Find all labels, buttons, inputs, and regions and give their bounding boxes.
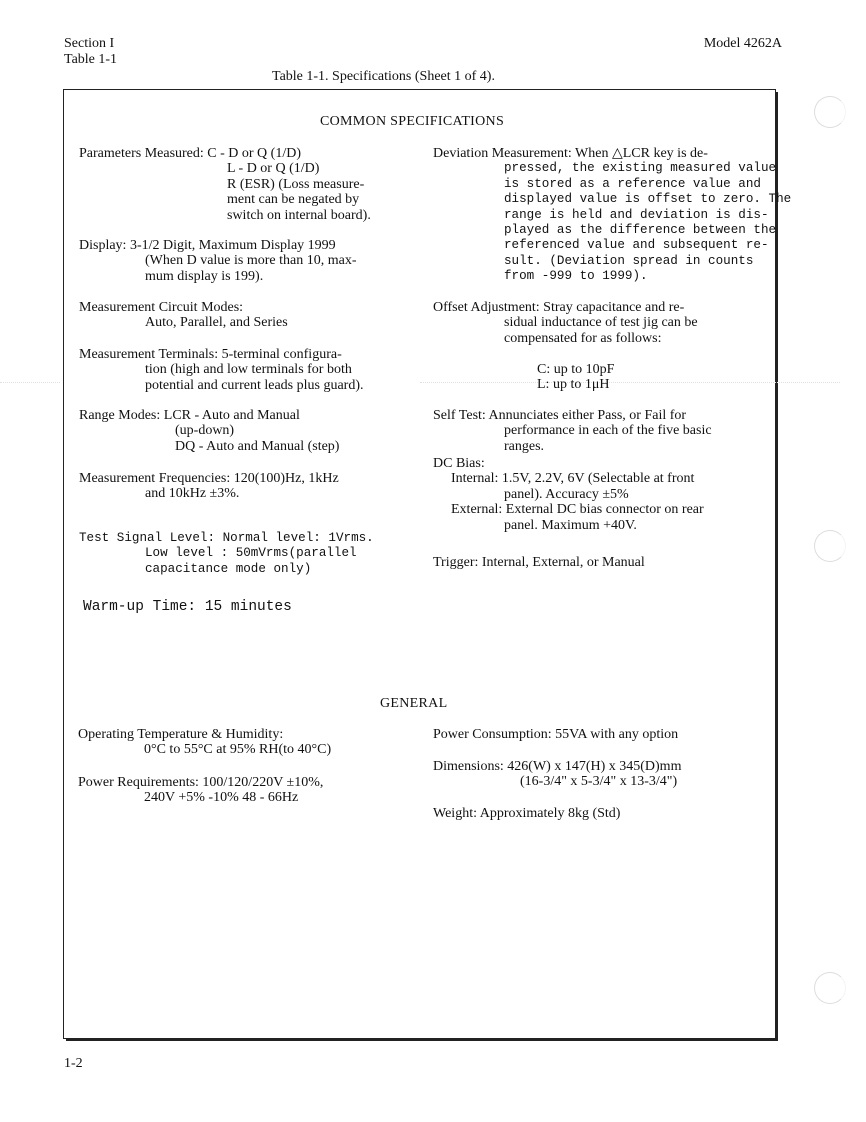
spec-line: DQ - Auto and Manual (step) — [175, 438, 340, 454]
spec-line: 240V +5% -10% 48 - 66Hz — [144, 790, 299, 806]
spec-line: Power Requirements: 100/120/220V ±10%, — [78, 775, 324, 790]
spec-line: Test Signal Level: Normal level: 1Vrms. — [79, 531, 374, 545]
common-specs-heading: COMMON SPECIFICATIONS — [320, 114, 505, 129]
model-label: Model 4262A — [703, 36, 782, 51]
scan-artifact — [0, 382, 60, 383]
offset-spec — [433, 300, 698, 346]
dimensions-spec — [433, 759, 681, 790]
dc-bias-spec — [433, 456, 704, 533]
spec-line: ment can be negated by — [227, 192, 360, 208]
power-consumption: Power Consumption: 55VA with any option — [433, 727, 679, 742]
power-requirements — [78, 775, 323, 806]
weight-spec: Weight: Approximately 8kg (Std) — [433, 806, 621, 821]
table-title: Table 1-1. Specifications (Sheet 1 of 4). — [272, 69, 495, 84]
spec-line: sult. (Deviation spread in counts — [504, 253, 754, 268]
spec-line: compensated for as follows: — [504, 330, 662, 346]
spec-line: Measurement Frequencies: 120(100)Hz, 1kHz — [79, 471, 339, 486]
spec-line: L - D or Q (1/D) — [227, 161, 320, 177]
spec-line: panel. Maximum +40V. — [504, 517, 637, 533]
scan-artifact — [420, 382, 840, 383]
spec-line: capacitance mode only) — [145, 561, 312, 576]
spec-line: Display: 3-1/2 Digit, Maximum Display 1999 — [79, 238, 336, 253]
spec-line: Range Modes: LCR - Auto and Manual — [79, 408, 300, 423]
spec-line: range is held and deviation is dis- — [504, 207, 769, 222]
display-spec — [79, 238, 357, 284]
spec-line: played as the difference between the — [504, 223, 777, 238]
spec-line: displayed value is offset to zero. The — [504, 192, 792, 207]
spec-line: (When D value is more than 10, max- — [145, 253, 357, 269]
spec-line: panel). Accuracy ±5% — [504, 486, 629, 502]
spec-line: Self Test: Annunciates either Pass, or Fail for — [433, 408, 687, 423]
spec-line: tion (high and low terminals for both — [145, 362, 352, 378]
spec-line: (16-3/4" x 5-3/4" x 13-3/4") — [520, 774, 678, 790]
spec-line: Parameters Measured: C - D or Q (1/D) — [79, 146, 301, 161]
spec-line: Offset Adjustment: Stray capacitance and re- — [433, 300, 685, 315]
spec-line: External: External DC bias connector on rear — [451, 502, 704, 518]
spec-line: referenced value and subsequent re- — [504, 238, 769, 253]
spec-line: performance in each of the five basic — [504, 423, 712, 439]
binder-hole-mark — [814, 96, 846, 128]
spec-line: Dimensions: 426(W) x 147(H) x 345(D)mm — [433, 759, 682, 774]
spec-line: Measurement Circuit Modes: — [79, 300, 244, 315]
spec-line: mum display is 199). — [145, 268, 264, 284]
spec-line: 0°C to 55°C at 95% RH(to 40°C) — [144, 742, 332, 758]
spec-line: Measurement Terminals: 5-terminal configura- — [79, 347, 342, 362]
page-number: 1-2 — [64, 1056, 83, 1071]
spec-line: C: up to 10pF — [537, 362, 615, 377]
general-heading: GENERAL — [380, 696, 448, 711]
trigger-spec: Trigger: Internal, External, or Manual — [433, 555, 645, 570]
spec-line: Auto, Parallel, and Series — [145, 315, 288, 331]
frequencies-spec — [79, 471, 339, 502]
terminals-spec — [79, 347, 363, 393]
table-ref-text: Table 1-1 — [64, 52, 118, 67]
binder-hole-mark — [814, 972, 846, 1004]
spec-line: R (ESR) (Loss measure- — [227, 176, 365, 192]
section-text: Section I — [64, 36, 115, 51]
spec-line: Internal: 1.5V, 2.2V, 6V (Selectable at front — [451, 471, 695, 487]
spec-line: is stored as a reference value and — [504, 176, 761, 191]
spec-line: pressed, the existing measured value — [504, 161, 777, 176]
operating-conditions — [78, 727, 331, 758]
test-signal-spec — [79, 531, 374, 577]
spec-line: and 10kHz ±3%. — [145, 486, 240, 502]
spec-line: Deviation Measurement: When △LCR key is de- — [433, 146, 708, 161]
self-test-spec — [433, 408, 712, 454]
spec-line: (up-down) — [175, 423, 235, 439]
spec-line: from -999 to 1999). — [504, 269, 648, 284]
circuit-modes-spec — [79, 300, 288, 331]
spec-line: Low level : 50mVrms(parallel — [145, 546, 357, 561]
spec-line: Operating Temperature & Humidity: — [78, 727, 284, 742]
offset-values — [537, 362, 614, 393]
section-label — [64, 36, 117, 68]
spec-line: ranges. — [504, 438, 545, 454]
spec-line: potential and current leads plus guard). — [145, 377, 364, 393]
spec-line: sidual inductance of test jig can be — [504, 315, 698, 331]
spec-line: DC Bias: — [433, 456, 485, 471]
spec-line: L: up to 1μH — [537, 377, 610, 393]
range-modes-spec — [79, 408, 339, 454]
deviation-spec — [433, 146, 791, 285]
binder-hole-mark — [814, 530, 846, 562]
parameters-measured — [79, 146, 371, 223]
warmup-spec: Warm-up Time: 15 minutes — [83, 599, 292, 615]
spec-line: switch on internal board). — [227, 207, 371, 223]
frame-bottom-shadow — [66, 1038, 778, 1041]
